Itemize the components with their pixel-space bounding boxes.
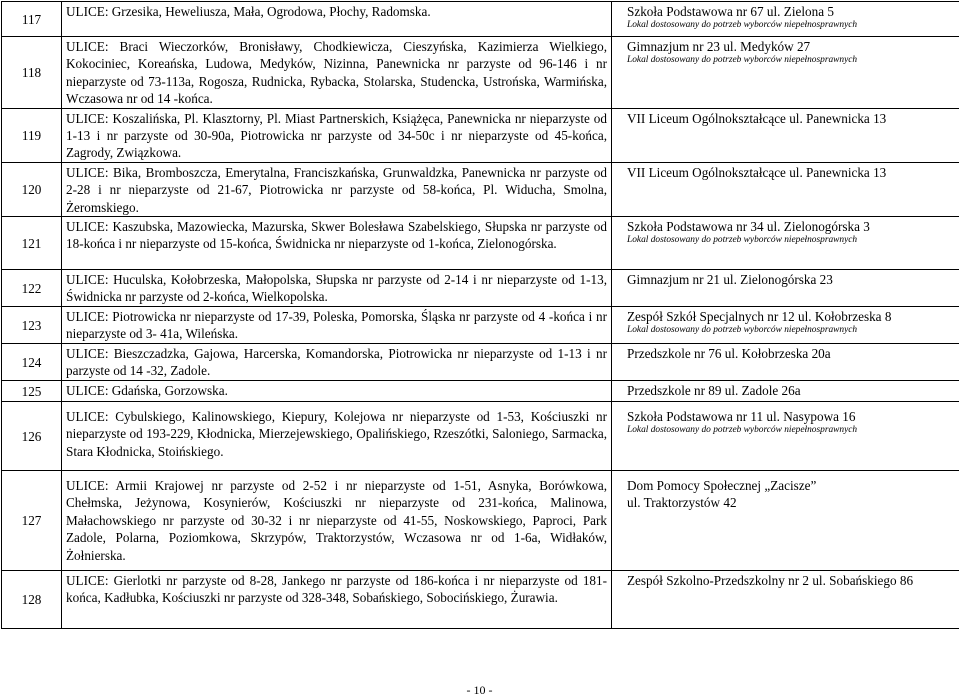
district-number: 118 bbox=[2, 37, 62, 109]
district-number: 125 bbox=[2, 381, 62, 402]
table-row bbox=[2, 217, 959, 270]
polling-place-name: Szkoła Podstawowa nr 34 ul. Zielonogórska 3 bbox=[627, 219, 870, 235]
accessibility-note: Lokal dostosowany do potrzeb wyborców niepełnosprawnych bbox=[627, 55, 858, 66]
polling-place-name: Gimnazjum nr 23 ul. Medyków 27 bbox=[627, 39, 811, 54]
district-streets: ULICE: Bieszczadzka, Gajowa, Harcerska, Komandorska, Piotrowicka nr nieparzyste od 1-13 i nr parzyste od 14 -32, Zadole. bbox=[62, 344, 612, 381]
district-number: 121 bbox=[2, 217, 62, 270]
table-row bbox=[2, 2, 959, 37]
polling-place bbox=[612, 381, 959, 402]
polling-place bbox=[612, 344, 959, 381]
polling-place-name: Przedszkole nr 89 ul. Zadole 26a bbox=[627, 383, 801, 399]
polling-place-name: Szkoła Podstawowa nr 11 ul. Nasypowa 16 bbox=[627, 409, 856, 425]
table-row bbox=[2, 270, 959, 307]
table-row bbox=[2, 381, 959, 402]
polling-place bbox=[612, 217, 959, 270]
accessibility-note: Lokal dostosowany do potrzeb wyborców niepełnosprawnych bbox=[627, 325, 858, 336]
district-streets: ULICE: Huculska, Kołobrzeska, Małopolska, Słupska nr parzyste od 2-14 i nr nieparzyste od 1-13, Świdnicka nr parzyste od 2-końca, Wielkopolska. bbox=[62, 270, 612, 307]
polling-place-name: VII Liceum Ogólnokształcące ul. Panewnicka 13 bbox=[627, 110, 887, 126]
polling-place bbox=[612, 270, 959, 307]
table-row bbox=[2, 402, 959, 471]
table-row bbox=[2, 307, 959, 344]
district-streets: ULICE: Cybulskiego, Kalinowskiego, Kiepury, Kolejowa nr nieparzyste od 1-53, Kościuszki nr nieparzyste od 193-229, Kłodnicka, Mierzejewskiego, Opalińskiego, Rzeszótki, Saloniego, Sarmacka, Stara Kłodnicka, Stoińskiego. bbox=[62, 402, 612, 471]
polling-place bbox=[612, 471, 959, 571]
polling-place bbox=[612, 162, 959, 216]
district-streets: ULICE: Piotrowicka nr nieparzyste od 17-39, Poleska, Pomorska, Śląska nr parzyste od 4 -końca i nr nieparzyste od 3- 41a, Wileńska. bbox=[62, 307, 612, 344]
district-number: 122 bbox=[2, 270, 62, 307]
district-number: 126 bbox=[2, 402, 62, 471]
table-row bbox=[2, 108, 959, 162]
polling-place-name: Szkoła Podstawowa nr 67 ul. Zielona 5 bbox=[627, 4, 834, 19]
district-number: 124 bbox=[2, 344, 62, 381]
accessibility-note: Lokal dostosowany do potrzeb wyborców niepełnosprawnych bbox=[627, 235, 858, 246]
polling-place bbox=[612, 571, 959, 629]
polling-place-name: Gimnazjum nr 21 ul. Zielonogórska 23 bbox=[627, 272, 833, 288]
district-number: 120 bbox=[2, 162, 62, 216]
polling-place bbox=[612, 37, 959, 109]
page-number: - 10 - bbox=[466, 683, 493, 697]
district-number: 123 bbox=[2, 307, 62, 344]
polling-place-name: Zespół Szkół Specjalnych nr 12 ul. Kołobrzeska 8 bbox=[627, 309, 892, 325]
polling-place bbox=[612, 402, 959, 471]
table-row bbox=[2, 471, 959, 571]
polling-districts-table bbox=[1, 1, 959, 629]
polling-place bbox=[612, 108, 959, 162]
district-number: 127 bbox=[2, 471, 62, 571]
district-streets: ULICE: Armii Krajowej nr parzyste od 2-52 i nr nieparzyste od 1-51, Asnyka, Borówkowa, Chełmska, Jeżynowa, Kosynierów, Kościuszki nr nieparzyste od 231-końca, Malinowa, Małachowskiego nr parzyste od 30-32 i nr nieparzyste od 41-55, Noskowskiego, Paproci, Park Zadole, Polarna, Poziomkowa, Skrzypów, Traktorzystów, Wczasowa nr od 1-6a, Widłaków, Żołnierska. bbox=[62, 471, 612, 571]
polling-place bbox=[612, 2, 959, 37]
district-streets: ULICE: Kaszubska, Mazowiecka, Mazurska, Skwer Bolesława Szabelskiego, Słupska nr parzyste od 18-końca i nr nieparzyste od 15-końca, Świdnicka nr nieparzyste od 1-końca, Zielonogórska. bbox=[62, 217, 612, 270]
district-streets: ULICE: Grzesika, Heweliusza, Mała, Ogrodowa, Płochy, Radomska. bbox=[62, 2, 612, 37]
district-streets: ULICE: Bika, Bromboszcza, Emerytalna, Franciszkańska, Grunwaldzka, Panewnicka nr parzyste od 2-28 i nr nieparzyste od 21-67, Piotrowicka nr parzyste od 58-końca, Pl. Widucha, Smolna, Żeromskiego. bbox=[62, 162, 612, 216]
accessibility-note: Lokal dostosowany do potrzeb wyborców niepełnosprawnych bbox=[627, 425, 858, 436]
district-number: 128 bbox=[2, 571, 62, 629]
table-row bbox=[2, 37, 959, 109]
polling-place-address: ul. Traktorzystów 42 bbox=[627, 495, 737, 511]
district-streets: ULICE: Braci Wieczorków, Bronisławy, Chodkiewicza, Cieszyńska, Kazimierza Wielkiego, Kokociniec, Koreańska, Ludowa, Medyków, Nizinna, Panewnicka nr parzyste od 96-146 i nr nieparzyste od 73-113a, Rogosza, Rudnicka, Rybacka, Stolarska, Studencka, Ustrońska, Warmińska, Wczasowa nr od 14 -końca. bbox=[62, 37, 612, 109]
polling-place-name: Zespół Szkolno-Przedszkolny nr 2 ul. Sobańskiego 86 bbox=[627, 573, 914, 589]
district-number: 119 bbox=[2, 108, 62, 162]
polling-place-name: VII Liceum Ogólnokształcące ul. Panewnicka 13 bbox=[627, 164, 887, 180]
table-row bbox=[2, 571, 959, 629]
district-streets: ULICE: Gdańska, Gorzowska. bbox=[62, 381, 612, 402]
district-streets: ULICE: Gierlotki nr parzyste od 8-28, Jankego nr parzyste od 186-końca i nr nieparzyste od 181-końca, Kadłubka, Kościuszki nr parzyste od 328-348, Sobańskiego, Sobocińskiego, Żurawia. bbox=[62, 571, 612, 629]
district-number: 117 bbox=[2, 2, 62, 37]
district-streets: ULICE: Koszalińska, Pl. Klasztorny, Pl. Miast Partnerskich, Książęca, Panewnicka nr nieparzyste od 1-13 i nr parzyste od 30-90a, Piotrowicka nr parzyste od 34-50c i nr nieparzyste od 45-końca, Zagrody, Związkowa. bbox=[62, 108, 612, 162]
accessibility-note: Lokal dostosowany do potrzeb wyborców niepełnosprawnych bbox=[627, 20, 858, 31]
polling-place-name: Przedszkole nr 76 ul. Kołobrzeska 20a bbox=[627, 346, 831, 362]
polling-place bbox=[612, 307, 959, 344]
table-row bbox=[2, 162, 959, 216]
table-row bbox=[2, 344, 959, 381]
polling-place-name: Dom Pomocy Społecznej „Zacisze” bbox=[627, 478, 817, 494]
